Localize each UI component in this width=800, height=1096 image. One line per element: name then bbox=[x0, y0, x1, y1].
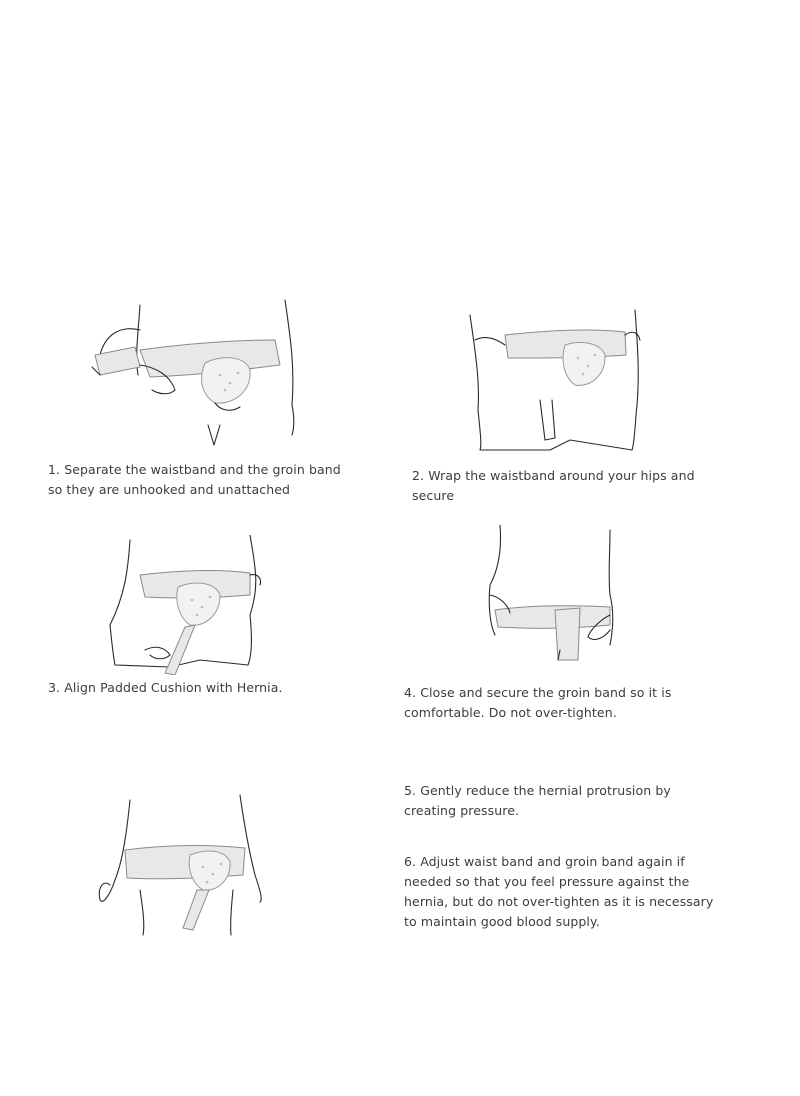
step-1-illustration bbox=[80, 295, 340, 455]
step-3-illustration bbox=[100, 535, 290, 675]
step-2-illustration bbox=[460, 300, 660, 460]
step-5-caption: 5. Gently reduce the hernial protrusion by creating pressure. bbox=[404, 783, 671, 818]
step-4-illustration bbox=[460, 525, 640, 665]
step-1-caption: 1. Separate the waistband and the groin band so they are unhooked and unattached bbox=[48, 462, 341, 497]
step-6-illustration bbox=[85, 790, 285, 940]
step-6-caption: 6. Adjust waist band and groin band again if needed so that you feel pressure against the hernia, but do not over-tighten as it is necessary to maintain good blood supply. bbox=[404, 854, 714, 929]
step-4-caption: 4. Close and secure the groin band so it is comfortable. Do not over-tighten. bbox=[404, 685, 672, 720]
step-2-caption: 2. Wrap the waistband around your hips and secure bbox=[412, 468, 695, 503]
step-3-caption: 3. Align Padded Cushion with Hernia. bbox=[48, 680, 283, 695]
